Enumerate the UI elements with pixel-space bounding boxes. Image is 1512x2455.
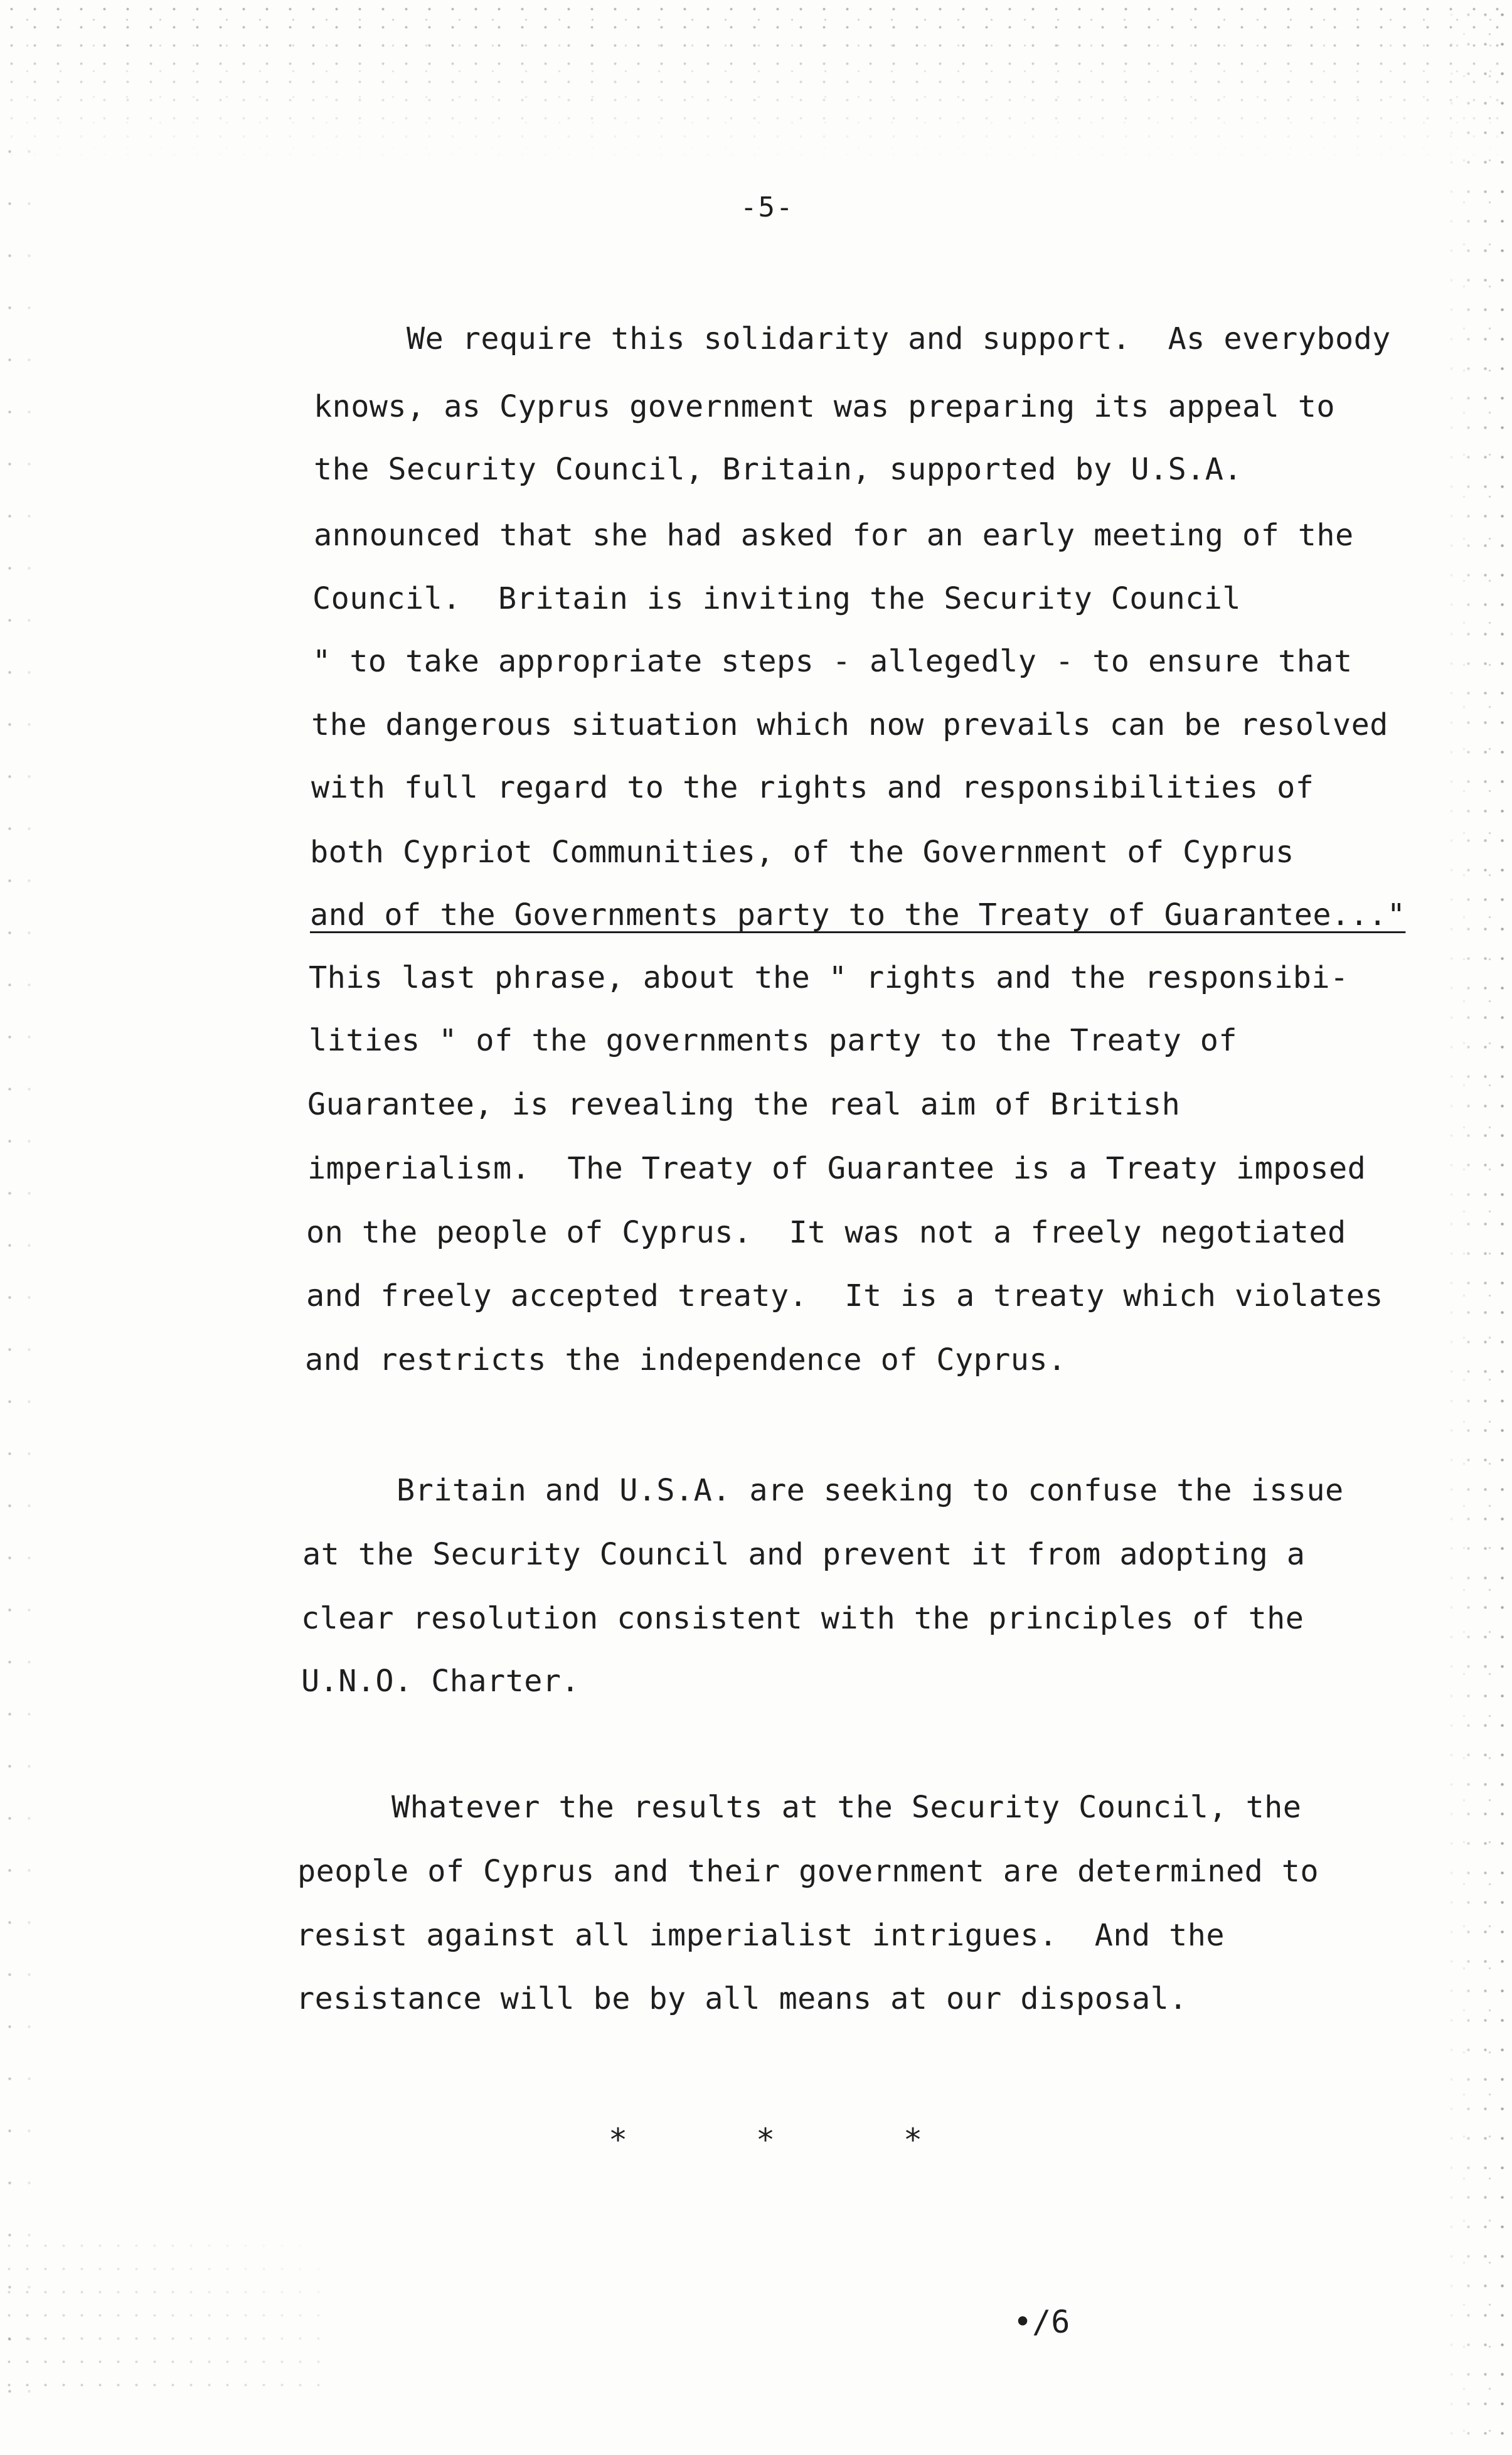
continuation-marker: •/6 — [1013, 2304, 1070, 2340]
text-line: at the Security Council and prevent it from adopting a — [302, 1537, 1306, 1572]
text-line: resist against all imperialist intrigues. And the — [296, 1918, 1225, 1953]
text-line: Britain and U.S.A. are seeking to confuse the issue — [397, 1473, 1344, 1508]
page-number: -5- — [740, 191, 794, 223]
text-line: " to take appropriate steps - allegedly - to ensure that — [312, 644, 1353, 679]
text-line: This last phrase, about the " rights and the responsibi- — [309, 960, 1349, 995]
text-line: Council. Britain is inviting the Security Council — [312, 581, 1241, 616]
text-line: We require this solidarity and support. As everybody — [407, 321, 1391, 356]
text-line: announced that she had asked for an early meeting of the — [314, 518, 1354, 553]
text-line: lities " of the governments party to the Treaty of — [309, 1023, 1237, 1058]
scan-noise-top — [0, 0, 1512, 163]
text-line: with full regard to the rights and responsibilities of — [311, 770, 1314, 805]
text-line: resistance will be by all means at our disposal. — [296, 1981, 1188, 2016]
text-line: on the people of Cyprus. It was not a freely negotiated — [306, 1215, 1346, 1250]
text-line: clear resolution consistent with the principles of the — [301, 1601, 1304, 1636]
text-line: the dangerous situation which now prevails can be resolved — [311, 707, 1388, 742]
text-line: both Cypriot Communities, of the Government of Cyprus — [310, 835, 1294, 870]
text-line: knows, as Cyprus government was preparing its appeal to — [314, 389, 1335, 424]
scan-noise-right — [1443, 0, 1512, 2455]
text-line: and freely accepted treaty. It is a treaty which violates — [306, 1278, 1383, 1313]
text-line: the Security Council, Britain, supported by U.S.A. — [314, 452, 1242, 487]
text-line: and restricts the independence of Cyprus. — [305, 1342, 1067, 1377]
text-line: U.N.O. Charter. — [301, 1664, 580, 1699]
scan-noise-bottom-left — [0, 2234, 326, 2397]
asterisk: * — [903, 2122, 923, 2158]
asterisk: * — [756, 2122, 775, 2158]
text-line: imperialism. The Treaty of Guarantee is a Treaty imposed — [307, 1151, 1366, 1186]
underlined-text-line: and of the Governments party to the Treaty of Guarantee..." — [310, 897, 1406, 933]
text-line: Guarantee, is revealing the real aim of British — [307, 1087, 1181, 1122]
scan-noise-left — [0, 126, 44, 2416]
text-line: Whatever the results at the Security Council, the — [391, 1790, 1302, 1825]
text-line: people of Cyprus and their government are determined to — [297, 1854, 1319, 1889]
asterisk: * — [609, 2122, 628, 2158]
